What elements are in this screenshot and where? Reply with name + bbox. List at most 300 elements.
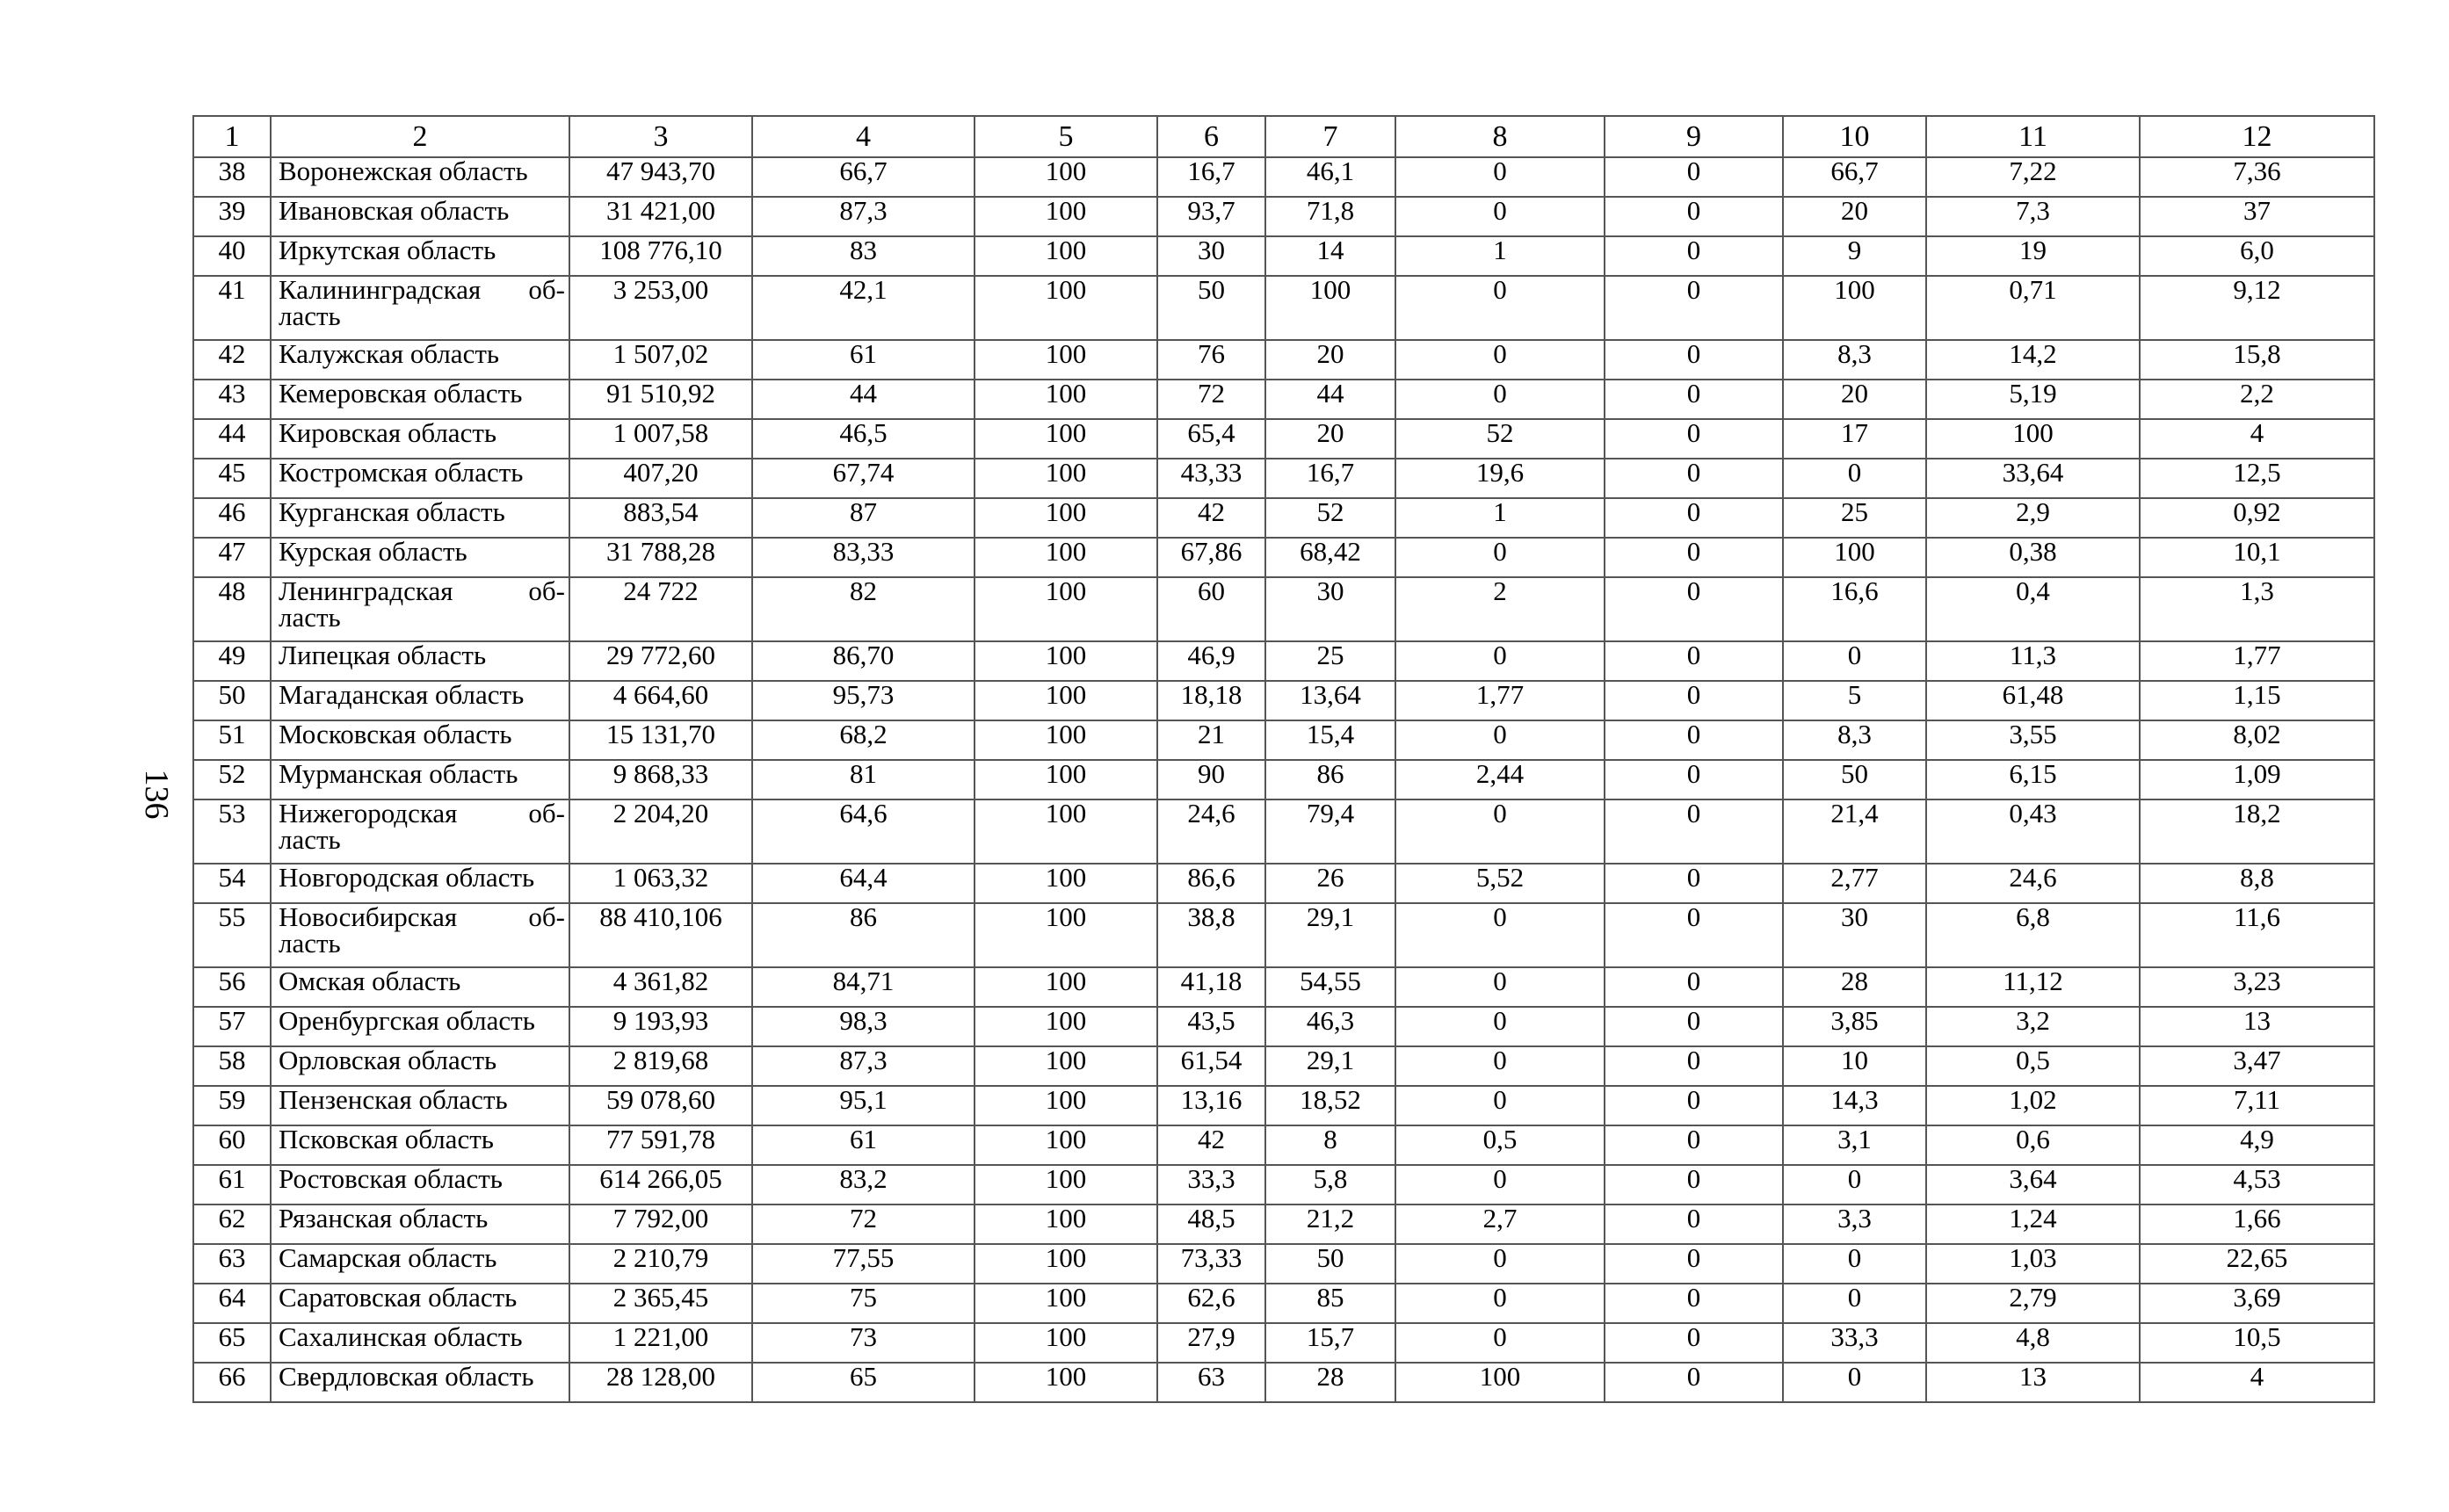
- value-cell: 83: [752, 236, 975, 276]
- value-cell: 21: [1157, 720, 1265, 760]
- value-cell: 6,0: [2140, 236, 2374, 276]
- value-cell: 25: [1783, 498, 1926, 538]
- value-cell: 0: [1395, 157, 1605, 197]
- region-name-cell: Воронежская область: [271, 157, 569, 197]
- value-cell: 3,1: [1783, 1125, 1926, 1165]
- value-cell: 4 664,60: [569, 681, 752, 720]
- region-name-cell: Орловская область: [271, 1046, 569, 1086]
- row-number-cell: 50: [193, 681, 271, 720]
- value-cell: 4 361,82: [569, 967, 752, 1007]
- value-cell: 0: [1605, 760, 1783, 799]
- region-name-cell: Новосибирская об- ласть: [271, 903, 569, 967]
- value-cell: 61,48: [1926, 681, 2140, 720]
- value-cell: 67,86: [1157, 538, 1265, 577]
- row-number-cell: 51: [193, 720, 271, 760]
- row-number-cell: 56: [193, 967, 271, 1007]
- value-cell: 47 943,70: [569, 157, 752, 197]
- value-cell: 8,02: [2140, 720, 2374, 760]
- row-number-cell: 59: [193, 1086, 271, 1125]
- value-cell: 66,7: [752, 157, 975, 197]
- value-cell: 0: [1605, 236, 1783, 276]
- value-cell: 24,6: [1926, 864, 2140, 903]
- value-cell: 14: [1265, 236, 1395, 276]
- region-name-cell: Ростовская область: [271, 1165, 569, 1205]
- value-cell: 100: [975, 903, 1157, 967]
- value-cell: 82: [752, 577, 975, 641]
- value-cell: 19,6: [1395, 459, 1605, 498]
- value-cell: 108 776,10: [569, 236, 752, 276]
- value-cell: 18,52: [1265, 1086, 1395, 1125]
- value-cell: 62,6: [1157, 1284, 1265, 1323]
- column-header: 2: [271, 116, 569, 157]
- row-number-cell: 66: [193, 1363, 271, 1402]
- value-cell: 71,8: [1265, 197, 1395, 236]
- value-cell: 100: [975, 380, 1157, 419]
- table-row: [193, 1165, 2374, 1205]
- value-cell: 50: [1783, 760, 1926, 799]
- value-cell: 25: [1265, 641, 1395, 681]
- value-cell: 3,47: [2140, 1046, 2374, 1086]
- value-cell: 0: [1395, 340, 1605, 380]
- value-cell: 14,2: [1926, 340, 2140, 380]
- row-number-cell: 47: [193, 538, 271, 577]
- table-row: [193, 641, 2374, 681]
- value-cell: 0: [1395, 1323, 1605, 1363]
- value-cell: 95,1: [752, 1086, 975, 1125]
- value-cell: 86: [1265, 760, 1395, 799]
- region-name-cell: Иркутская область: [271, 236, 569, 276]
- value-cell: 100: [975, 236, 1157, 276]
- row-number-cell: 64: [193, 1284, 271, 1323]
- value-cell: 100: [975, 1284, 1157, 1323]
- value-cell: 614 266,05: [569, 1165, 752, 1205]
- value-cell: 100: [975, 419, 1157, 459]
- value-cell: 0: [1605, 1046, 1783, 1086]
- value-cell: 0: [1605, 1205, 1783, 1244]
- value-cell: 0: [1605, 577, 1783, 641]
- value-cell: 75: [752, 1284, 975, 1323]
- value-cell: 3 253,00: [569, 276, 752, 340]
- row-number-cell: 52: [193, 760, 271, 799]
- value-cell: 86,6: [1157, 864, 1265, 903]
- value-cell: 100: [975, 1205, 1157, 1244]
- region-name-cell: Омская область: [271, 967, 569, 1007]
- value-cell: 0: [1395, 903, 1605, 967]
- value-cell: 2 365,45: [569, 1284, 752, 1323]
- value-cell: 13,64: [1265, 681, 1395, 720]
- value-cell: 2,9: [1926, 498, 2140, 538]
- value-cell: 90: [1157, 760, 1265, 799]
- value-cell: 0: [1605, 720, 1783, 760]
- value-cell: 16,7: [1265, 459, 1395, 498]
- table-row: [193, 720, 2374, 760]
- value-cell: 33,3: [1783, 1323, 1926, 1363]
- value-cell: 44: [752, 380, 975, 419]
- value-cell: 27,9: [1157, 1323, 1265, 1363]
- value-cell: 12,5: [2140, 459, 2374, 498]
- region-name-cell: Магаданская область: [271, 681, 569, 720]
- region-name-cell: Кемеровская область: [271, 380, 569, 419]
- value-cell: 19: [1926, 236, 2140, 276]
- value-cell: 30: [1783, 903, 1926, 967]
- value-cell: 100: [975, 538, 1157, 577]
- value-cell: 76: [1157, 340, 1265, 380]
- value-cell: 0: [1605, 157, 1783, 197]
- value-cell: 0: [1395, 1284, 1605, 1323]
- value-cell: 100: [975, 276, 1157, 340]
- region-name-cell: Ивановская область: [271, 197, 569, 236]
- value-cell: 2,77: [1783, 864, 1926, 903]
- value-cell: 0: [1395, 967, 1605, 1007]
- row-number-cell: 46: [193, 498, 271, 538]
- value-cell: 16,6: [1783, 577, 1926, 641]
- value-cell: 20: [1265, 419, 1395, 459]
- value-cell: 77,55: [752, 1244, 975, 1284]
- region-name-cell: Курганская область: [271, 498, 569, 538]
- region-name-cell: Курская область: [271, 538, 569, 577]
- value-cell: 0,71: [1926, 276, 2140, 340]
- value-cell: 65: [752, 1363, 975, 1402]
- value-cell: 48,5: [1157, 1205, 1265, 1244]
- value-cell: 0: [1605, 538, 1783, 577]
- value-cell: 18,2: [2140, 799, 2374, 864]
- value-cell: 100: [975, 1244, 1157, 1284]
- row-number-cell: 63: [193, 1244, 271, 1284]
- value-cell: 0: [1783, 1284, 1926, 1323]
- value-cell: 87: [752, 498, 975, 538]
- value-cell: 9 868,33: [569, 760, 752, 799]
- value-cell: 14,3: [1783, 1086, 1926, 1125]
- value-cell: 30: [1265, 577, 1395, 641]
- page-number: 136: [138, 769, 175, 820]
- value-cell: 5,52: [1395, 864, 1605, 903]
- column-header: 8: [1395, 116, 1605, 157]
- value-cell: 0: [1605, 681, 1783, 720]
- row-number-cell: 48: [193, 577, 271, 641]
- row-number-cell: 39: [193, 197, 271, 236]
- table-row: [193, 340, 2374, 380]
- column-header: 5: [975, 116, 1157, 157]
- value-cell: 42: [1157, 498, 1265, 538]
- value-cell: 68,2: [752, 720, 975, 760]
- value-cell: 0,5: [1926, 1046, 2140, 1086]
- value-cell: 1 221,00: [569, 1323, 752, 1363]
- value-cell: 2,44: [1395, 760, 1605, 799]
- value-cell: 84,71: [752, 967, 975, 1007]
- column-header: 4: [752, 116, 975, 157]
- value-cell: 100: [975, 799, 1157, 864]
- value-cell: 407,20: [569, 459, 752, 498]
- value-cell: 100: [975, 577, 1157, 641]
- value-cell: 0: [1605, 903, 1783, 967]
- table-row: [193, 276, 2374, 340]
- value-cell: 67,74: [752, 459, 975, 498]
- value-cell: 61: [752, 1125, 975, 1165]
- value-cell: 31 421,00: [569, 197, 752, 236]
- value-cell: 0: [1605, 641, 1783, 681]
- value-cell: 72: [1157, 380, 1265, 419]
- value-cell: 6,15: [1926, 760, 2140, 799]
- value-cell: 0: [1395, 1244, 1605, 1284]
- value-cell: 0: [1605, 1165, 1783, 1205]
- value-cell: 37: [2140, 197, 2374, 236]
- region-name-cell: Пензенская область: [271, 1086, 569, 1125]
- row-number-cell: 44: [193, 419, 271, 459]
- value-cell: 1 063,32: [569, 864, 752, 903]
- value-cell: 0: [1605, 1323, 1783, 1363]
- value-cell: 100: [975, 1086, 1157, 1125]
- value-cell: 29 772,60: [569, 641, 752, 681]
- value-cell: 3,23: [2140, 967, 2374, 1007]
- value-cell: 20: [1265, 340, 1395, 380]
- value-cell: 1,03: [1926, 1244, 2140, 1284]
- value-cell: 0: [1605, 864, 1783, 903]
- value-cell: 31 788,28: [569, 538, 752, 577]
- value-cell: 7,3: [1926, 197, 2140, 236]
- value-cell: 15,4: [1265, 720, 1395, 760]
- value-cell: 0,92: [2140, 498, 2374, 538]
- table-row: [193, 1205, 2374, 1244]
- value-cell: 0: [1395, 720, 1605, 760]
- value-cell: 28: [1783, 967, 1926, 1007]
- value-cell: 59 078,60: [569, 1086, 752, 1125]
- value-cell: 2 204,20: [569, 799, 752, 864]
- value-cell: 1,15: [2140, 681, 2374, 720]
- value-cell: 42,1: [752, 276, 975, 340]
- value-cell: 21,2: [1265, 1205, 1395, 1244]
- value-cell: 0: [1783, 1165, 1926, 1205]
- value-cell: 11,3: [1926, 641, 2140, 681]
- value-cell: 20: [1783, 197, 1926, 236]
- value-cell: 46,3: [1265, 1007, 1395, 1046]
- value-cell: 100: [1783, 538, 1926, 577]
- region-name-cell: Липецкая область: [271, 641, 569, 681]
- value-cell: 9 193,93: [569, 1007, 752, 1046]
- value-cell: 1,24: [1926, 1205, 2140, 1244]
- value-cell: 5,19: [1926, 380, 2140, 419]
- value-cell: 0,5: [1395, 1125, 1605, 1165]
- value-cell: 28 128,00: [569, 1363, 752, 1402]
- table-row: [193, 903, 2374, 967]
- value-cell: 7,22: [1926, 157, 2140, 197]
- value-cell: 0: [1395, 1046, 1605, 1086]
- value-cell: 7,11: [2140, 1086, 2374, 1125]
- value-cell: 15 131,70: [569, 720, 752, 760]
- value-cell: 0: [1605, 340, 1783, 380]
- value-cell: 100: [975, 760, 1157, 799]
- data-table: [192, 115, 2375, 1403]
- column-header: 12: [2140, 116, 2374, 157]
- value-cell: 7,36: [2140, 157, 2374, 197]
- row-number-cell: 60: [193, 1125, 271, 1165]
- region-name-cell: Оренбургская область: [271, 1007, 569, 1046]
- value-cell: 100: [975, 720, 1157, 760]
- table-row: [193, 799, 2374, 864]
- value-cell: 0,43: [1926, 799, 2140, 864]
- value-cell: 3,2: [1926, 1007, 2140, 1046]
- value-cell: 33,3: [1157, 1165, 1265, 1205]
- value-cell: 0: [1395, 641, 1605, 681]
- value-cell: 87,3: [752, 1046, 975, 1086]
- region-name-cell: Сахалинская область: [271, 1323, 569, 1363]
- value-cell: 4: [2140, 1363, 2374, 1402]
- value-cell: 0: [1395, 1086, 1605, 1125]
- table-row: [193, 1125, 2374, 1165]
- value-cell: 1,77: [1395, 681, 1605, 720]
- column-header: 6: [1157, 116, 1265, 157]
- value-cell: 63: [1157, 1363, 1265, 1402]
- value-cell: 22,65: [2140, 1244, 2374, 1284]
- value-cell: 1,66: [2140, 1205, 2374, 1244]
- value-cell: 46,5: [752, 419, 975, 459]
- row-number-cell: 54: [193, 864, 271, 903]
- region-name-cell: Новгородская область: [271, 864, 569, 903]
- row-number-cell: 65: [193, 1323, 271, 1363]
- region-name-cell: Псковская область: [271, 1125, 569, 1165]
- value-cell: 1,77: [2140, 641, 2374, 681]
- value-cell: 100: [975, 967, 1157, 1007]
- value-cell: 21,4: [1783, 799, 1926, 864]
- value-cell: 61: [752, 340, 975, 380]
- value-cell: 100: [975, 1165, 1157, 1205]
- row-number-cell: 57: [193, 1007, 271, 1046]
- value-cell: 2 819,68: [569, 1046, 752, 1086]
- region-name-cell: Ленинградская об- ласть: [271, 577, 569, 641]
- value-cell: 0: [1395, 799, 1605, 864]
- value-cell: 0: [1605, 1284, 1783, 1323]
- value-cell: 54,55: [1265, 967, 1395, 1007]
- value-cell: 26: [1265, 864, 1395, 903]
- value-cell: 85: [1265, 1284, 1395, 1323]
- value-cell: 0: [1395, 197, 1605, 236]
- column-header: 7: [1265, 116, 1395, 157]
- value-cell: 4,53: [2140, 1165, 2374, 1205]
- value-cell: 72: [752, 1205, 975, 1244]
- value-cell: 8,3: [1783, 340, 1926, 380]
- value-cell: 0: [1395, 1007, 1605, 1046]
- region-name-cell: Нижегородская об- ласть: [271, 799, 569, 864]
- value-cell: 1,02: [1926, 1086, 2140, 1125]
- table-row: [193, 967, 2374, 1007]
- value-cell: 0: [1605, 197, 1783, 236]
- column-header: 10: [1783, 116, 1926, 157]
- region-name-cell: Московская область: [271, 720, 569, 760]
- value-cell: 2 210,79: [569, 1244, 752, 1284]
- table-row: [193, 498, 2374, 538]
- column-header: 1: [193, 116, 271, 157]
- table-row: [193, 157, 2374, 197]
- value-cell: 100: [1926, 419, 2140, 459]
- value-cell: 10: [1783, 1046, 1926, 1086]
- value-cell: 0: [1395, 1165, 1605, 1205]
- value-cell: 100: [975, 1046, 1157, 1086]
- value-cell: 0: [1783, 1363, 1926, 1402]
- value-cell: 0: [1395, 538, 1605, 577]
- value-cell: 50: [1265, 1244, 1395, 1284]
- value-cell: 44: [1265, 380, 1395, 419]
- value-cell: 13: [1926, 1363, 2140, 1402]
- value-cell: 98,3: [752, 1007, 975, 1046]
- value-cell: 0: [1605, 1086, 1783, 1125]
- table-row: [193, 864, 2374, 903]
- value-cell: 18,18: [1157, 681, 1265, 720]
- value-cell: 0: [1605, 1244, 1783, 1284]
- value-cell: 17: [1783, 419, 1926, 459]
- column-header: 3: [569, 116, 752, 157]
- column-header: 11: [1926, 116, 2140, 157]
- value-cell: 100: [975, 459, 1157, 498]
- value-cell: 9: [1783, 236, 1926, 276]
- value-cell: 38,8: [1157, 903, 1265, 967]
- value-cell: 0: [1605, 498, 1783, 538]
- value-cell: 11,12: [1926, 967, 2140, 1007]
- value-cell: 29,1: [1265, 1046, 1395, 1086]
- table-row: [193, 760, 2374, 799]
- value-cell: 8,8: [2140, 864, 2374, 903]
- value-cell: 60: [1157, 577, 1265, 641]
- region-name-cell: Рязанская область: [271, 1205, 569, 1244]
- value-cell: 0,4: [1926, 577, 2140, 641]
- value-cell: 1: [1395, 236, 1605, 276]
- value-cell: 91 510,92: [569, 380, 752, 419]
- value-cell: 13: [2140, 1007, 2374, 1046]
- value-cell: 9,12: [2140, 276, 2374, 340]
- value-cell: 1,3: [2140, 577, 2374, 641]
- value-cell: 2: [1395, 577, 1605, 641]
- region-name-cell: Свердловская область: [271, 1363, 569, 1402]
- value-cell: 1 507,02: [569, 340, 752, 380]
- value-cell: 77 591,78: [569, 1125, 752, 1165]
- table-row: [193, 459, 2374, 498]
- value-cell: 0: [1783, 641, 1926, 681]
- value-cell: 0: [1605, 380, 1783, 419]
- header-row: [193, 116, 2374, 157]
- value-cell: 3,55: [1926, 720, 2140, 760]
- row-number-cell: 45: [193, 459, 271, 498]
- value-cell: 13,16: [1157, 1086, 1265, 1125]
- value-cell: 3,85: [1783, 1007, 1926, 1046]
- table-row: [193, 538, 2374, 577]
- value-cell: 66,7: [1783, 157, 1926, 197]
- value-cell: 64,6: [752, 799, 975, 864]
- value-cell: 100: [975, 864, 1157, 903]
- value-cell: 15,7: [1265, 1323, 1395, 1363]
- value-cell: 0,6: [1926, 1125, 2140, 1165]
- value-cell: 46,1: [1265, 157, 1395, 197]
- value-cell: 73,33: [1157, 1244, 1265, 1284]
- value-cell: 83,2: [752, 1165, 975, 1205]
- value-cell: 24 722: [569, 577, 752, 641]
- table-row: [193, 1007, 2374, 1046]
- value-cell: 29,1: [1265, 903, 1395, 967]
- value-cell: 0: [1395, 276, 1605, 340]
- value-cell: 11,6: [2140, 903, 2374, 967]
- value-cell: 5,8: [1265, 1165, 1395, 1205]
- value-cell: 8,3: [1783, 720, 1926, 760]
- value-cell: 4,8: [1926, 1323, 2140, 1363]
- value-cell: 43,5: [1157, 1007, 1265, 1046]
- value-cell: 0: [1395, 380, 1605, 419]
- value-cell: 81: [752, 760, 975, 799]
- value-cell: 5: [1783, 681, 1926, 720]
- value-cell: 0: [1783, 1244, 1926, 1284]
- value-cell: 6,8: [1926, 903, 2140, 967]
- table-row: [193, 681, 2374, 720]
- row-number-cell: 38: [193, 157, 271, 197]
- value-cell: 61,54: [1157, 1046, 1265, 1086]
- value-cell: 2,7: [1395, 1205, 1605, 1244]
- value-cell: 95,73: [752, 681, 975, 720]
